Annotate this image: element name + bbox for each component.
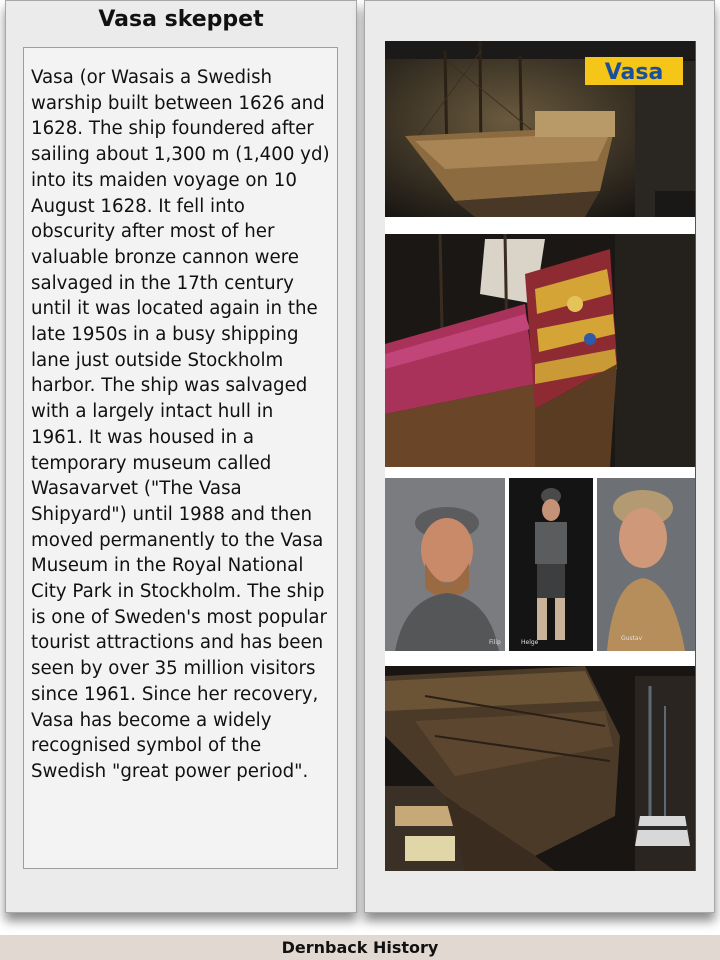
photo-ship-hall [385,41,695,217]
ornate-stern-image [385,234,695,467]
left-panel [5,0,357,913]
vasa-badge-text: Vasa [604,60,664,85]
page-title: Vasa skeppet [98,7,264,32]
footer: Dernback History [0,935,720,960]
photo-strip [385,41,696,871]
photo-faces [385,478,695,651]
face-label-3: Gustav [621,635,643,642]
article-text: Vasa (or Wasais a Swedish warship built between 1626 and 1628. The ship foundered after sailing about 1,300 m (1,400 yd) into its maiden voyage on 10 August 1628. It fell into obscurity after most of her valuable bronze cannon were salvaged in the 17th century until it was located again in the late 1950s in a busy shipping lane just outside Stockholm harbor. The ship was salvaged with a largely intact hull in 1961. It was housed in a temporary museum called Wasavarvet ("The Vasa Shipyard") until 1988 and then moved permanently to the Vasa Museum in the Royal National City Park in Stockholm. The ship is one of Sweden's most popular tourist attractions and has been seen by over 35 million visitors since 1961. Since her recovery, Vasa has become a widely recognised symbol of the Swedish "great power period". [31,67,330,782]
hull-image [385,666,695,871]
article-text-box [23,47,338,869]
photo-hull [385,666,695,871]
ship-hall-image [385,41,695,217]
face-label-2: Helge [521,639,539,646]
photo-ornate-stern [385,234,695,467]
right-panel [364,0,715,913]
faces-image [385,478,695,651]
face-label-1: Filip [489,639,501,646]
